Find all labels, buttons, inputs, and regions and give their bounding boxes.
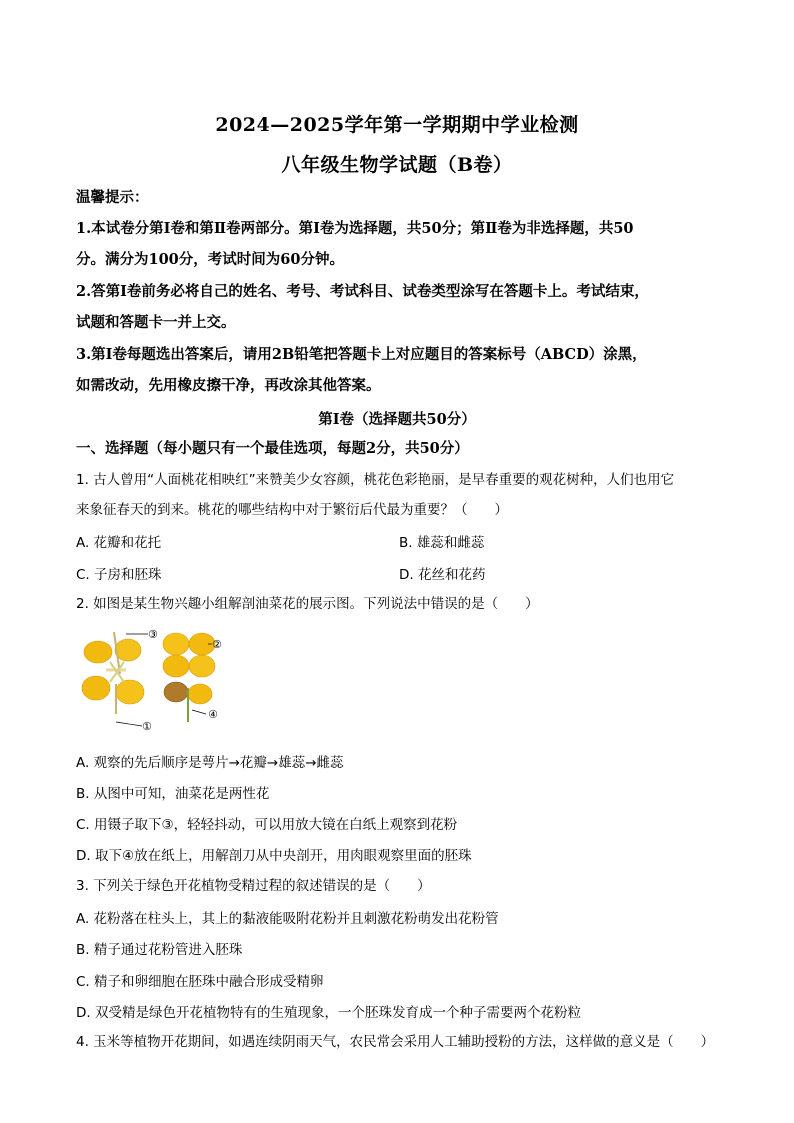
tip-3-line-1: 3.第Ⅰ卷每题选出答案后，请用2B铅笔把答题卡上对应题目的答案标号（ABCD）涂黑， <box>76 346 647 363</box>
part-one-title: 第Ⅰ卷（选择题共50分） <box>318 411 476 428</box>
q1-option-b: B. 雄蕊和雌蕊 <box>399 535 485 551</box>
q2-stem: 2. 如图是某生物兴趣小组解剖油菜花的展示图。下列说法中错误的是（ ） <box>76 596 539 612</box>
rapeseed-flower-dissection-figure <box>76 622 236 734</box>
q2-option-d: D. 取下④放在纸上，用解剖刀从中央剖开，用肉眼观察里面的胚珠 <box>76 848 472 864</box>
tip-2-line-1: 2.答第Ⅰ卷前务必将自己的姓名、考号、考试科目、试卷类型涂写在答题卡上。考试结束， <box>76 283 649 300</box>
q1-option-c: C. 子房和胚珠 <box>76 567 162 583</box>
figure-label-4: ④ <box>208 708 218 721</box>
figure-label-1: ① <box>142 720 152 733</box>
tips-heading: 温馨提示： <box>76 189 149 206</box>
q3-option-d: D. 双受精是绿色开花植物特有的生殖现象，一个胚珠发育成一个种子需要两个花粉粒 <box>76 1005 581 1021</box>
q3-option-b: B. 精子通过花粉管进入胚珠 <box>76 942 243 958</box>
sepal <box>164 682 188 702</box>
q3-stem: 3. 下列关于绿色开花植物受精过程的叙述错误的是（ ） <box>76 878 431 894</box>
tip-1-line-1: 1.本试卷分第Ⅰ卷和第Ⅱ卷两部分。第Ⅰ卷为选择题，共50分；第Ⅱ卷为非选择题，共50 <box>76 220 634 237</box>
q1-option-d: D. 花丝和花药 <box>399 567 486 583</box>
section-heading: 一、选择题（每小题只有一个最佳选项，每题2分，共50分） <box>76 440 469 457</box>
q1-option-a: A. 花瓣和花托 <box>76 535 162 551</box>
petal <box>189 655 215 677</box>
tip-1-line-2: 分。满分为100分，考试时间为60分钟。 <box>76 251 344 268</box>
tip-2-line-2: 试题和答题卡一并上交。 <box>76 314 236 331</box>
petal <box>116 680 144 704</box>
pointer-line <box>116 722 142 726</box>
q3-option-a: A. 花粉落在柱头上，其上的黏液能吸附花粉并且刺激花粉萌发出花粉管 <box>76 911 499 927</box>
exam-title: 2024—2025学年第一学期期中学业检测 <box>215 114 579 136</box>
q4-stem: 4. 玉米等植物开花期间，如遇连续阴雨天气，农民常会采用人工辅助授粉的方法，这样做的意义是（ ） <box>76 1034 715 1050</box>
petal <box>188 684 212 704</box>
petal <box>84 641 112 663</box>
exam-subtitle: 八年级生物学试题（B卷） <box>281 154 513 176</box>
figure-label-2: ② <box>212 638 222 651</box>
petal <box>163 655 189 677</box>
petal <box>115 639 141 661</box>
petal <box>82 676 110 700</box>
q1-stem-line-1: 1. 古人曾用“人面桃花相映红”来赞美少女容颜，桃花色彩艳丽，是早春重要的观花树种，人们也用它 <box>76 472 675 488</box>
q2-option-b: B. 从图中可知，油菜花是两性花 <box>76 786 270 802</box>
q3-option-c: C. 精子和卵细胞在胚珠中融合形成受精卵 <box>76 974 324 990</box>
pointer-line <box>192 710 206 714</box>
q2-option-a: A. 观察的先后顺序是萼片→花瓣→雄蕊→雌蕊 <box>76 755 344 771</box>
tip-3-line-2: 如需改动，先用橡皮擦干净，再改涂其他答案。 <box>76 377 381 394</box>
figure-label-3: ③ <box>148 628 158 641</box>
petal <box>163 633 189 655</box>
q2-option-c: C. 用镊子取下③，轻轻抖动，可以用放大镜在白纸上观察到花粉 <box>76 817 458 833</box>
q1-stem-line-2: 来象征春天的到来。桃花的哪些结构中对于繁衍后代最为重要？（ ） <box>76 502 508 518</box>
